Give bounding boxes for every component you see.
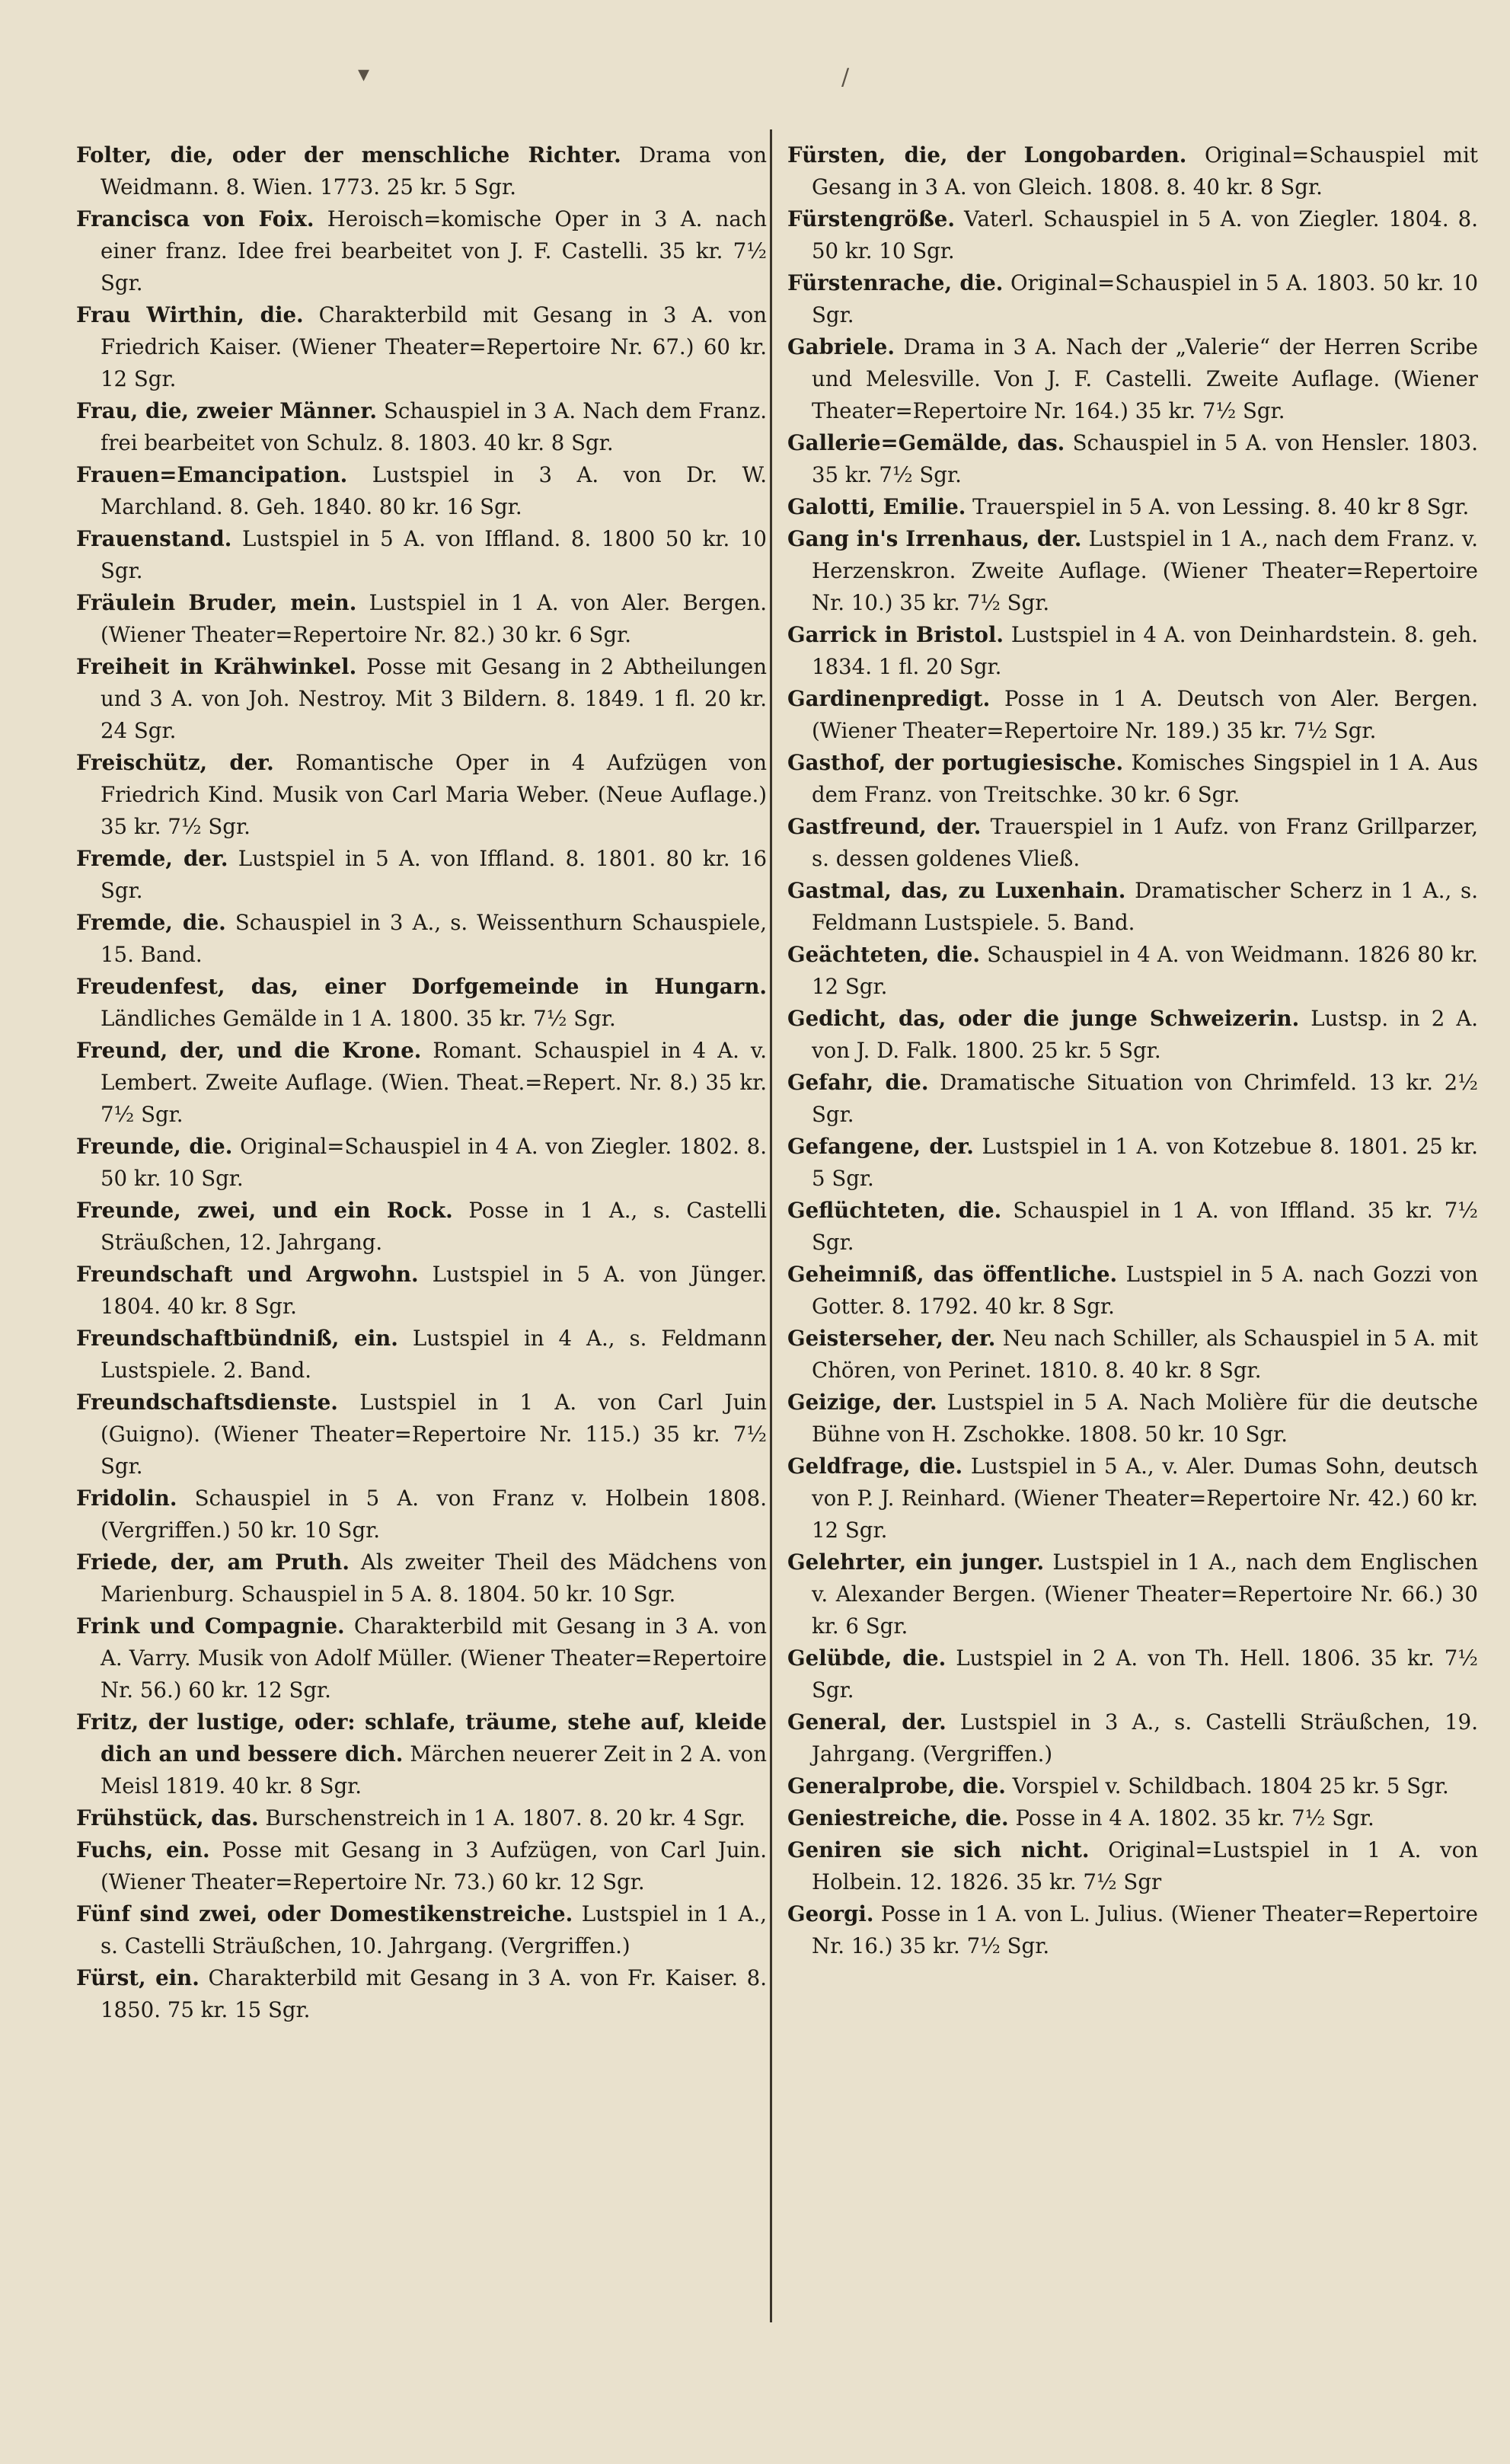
- entry-headword: Freundschaftbündniß, ein.: [76, 1326, 398, 1351]
- entry-description: Posse in 1 A., s. Castelli Sträußchen, 12. Jahrgang.: [101, 1198, 767, 1255]
- entry-description: Trauerspiel in 1 Aufz. von Franz Grillparzer, s. dessen goldenes Vließ.: [812, 814, 1478, 871]
- catalog-entry: [76, 1546, 767, 1610]
- entry-description: Schauspiel in 4 A. von Weidmann. 1826 80 kr. 12 Sgr.: [812, 942, 1478, 999]
- entry-headword: General, der.: [787, 1709, 947, 1735]
- entry-headword: Georgi.: [787, 1901, 874, 1926]
- catalog-entry: [76, 1483, 767, 1546]
- entry-description: Lustspiel in 1 A., nach dem Franz. v. Herzenskron. Zweite Auflage. (Wiener Theater=Repertoire Nr. 10.) 35 kr. 7½ Sgr.: [812, 526, 1478, 615]
- entry-headword: Freischütz, der.: [76, 750, 274, 775]
- entry-description: Ländliches Gemälde in 1 A. 1800. 35 kr. 7½ Sgr.: [101, 1006, 616, 1031]
- entry-description: Komisches Singspiel in 1 A. Aus dem Franz. von Treitschke. 30 kr. 6 Sgr.: [812, 750, 1478, 807]
- entry-description: Schauspiel in 5 A. von Hensler. 1803. 35 kr. 7½ Sgr.: [812, 430, 1478, 487]
- entry-headword: Fürst, ein.: [76, 1965, 200, 1990]
- entry-description: Lustspiel in 5 A. nach Gozzi von Gotter. 8. 1792. 40 kr. 8 Sgr.: [812, 1262, 1478, 1319]
- entry-headword: Geächteten, die.: [787, 942, 981, 967]
- right-column: [787, 139, 1478, 2317]
- entry-description: Lustspiel in 1 A., s. Castelli Sträußchen, 10. Jahrgang. (Vergriffen.): [101, 1901, 767, 1958]
- entry-headword: Fridolin.: [76, 1486, 177, 1511]
- entry-headword: Gelübde, die.: [787, 1645, 947, 1671]
- entry-headword: Fünf sind zwei, oder Domestikenstreiche.: [76, 1901, 573, 1926]
- catalog-entry: [76, 1259, 767, 1323]
- entry-description: Lustspiel in 5 A. von Iffland. 8. 1800 50 kr. 10 Sgr.: [101, 526, 767, 583]
- left-column: [76, 139, 767, 2317]
- entry-headword: Geflüchteten, die.: [787, 1198, 1002, 1223]
- entry-description: Posse in 1 A. von L. Julius. (Wiener Theater=Repertoire Nr. 16.) 35 kr. 7½ Sgr.: [812, 1901, 1478, 1958]
- catalog-entry: [787, 1706, 1478, 1770]
- entry-description: Lustspiel in 5 A. Nach Molière für die deutsche Bühne von H. Zschokke. 1808. 50 kr. 10 Sgr.: [812, 1390, 1478, 1447]
- entry-headword: Fräulein Bruder, mein.: [76, 590, 357, 615]
- entry-headword: Geniestreiche, die.: [787, 1805, 1009, 1830]
- catalog-entry: [76, 1035, 767, 1131]
- entry-description: Märchen neuerer Zeit in 2 A. von Meisl 1819. 40 kr. 8 Sgr.: [101, 1741, 767, 1799]
- catalog-entry: [787, 523, 1478, 619]
- catalog-entry: [787, 1451, 1478, 1546]
- catalog-entry: [76, 523, 767, 587]
- entry-description: Charakterbild mit Gesang in 3 A. von Fr. Kaiser. 8. 1850. 75 kr. 15 Sgr.: [101, 1965, 767, 2022]
- entry-headword: Fürstengröße.: [787, 206, 955, 231]
- entry-headword: Fremde, die.: [76, 910, 226, 935]
- entry-description: Posse in 1 A. Deutsch von Aler. Bergen. (Wiener Theater=Repertoire Nr. 189.) 35 kr. 7½ Sgr.: [812, 686, 1478, 743]
- entry-description: Vorspiel v. Schildbach. 1804 25 kr. 5 Sgr.: [1012, 1773, 1449, 1799]
- catalog-entry: [76, 459, 767, 523]
- entry-headword: Freiheit in Krähwinkel.: [76, 654, 357, 679]
- entry-headword: Gelehrter, ein junger.: [787, 1550, 1045, 1575]
- catalog-entry: [787, 1898, 1478, 1962]
- entry-headword: Francisca von Foix.: [76, 206, 314, 231]
- entry-description: Drama von Weidmann. 8. Wien. 1773. 25 kr. 5 Sgr.: [101, 142, 767, 199]
- catalog-entry: [787, 939, 1478, 1003]
- entry-headword: Garrick in Bristol.: [787, 622, 1004, 647]
- entry-description: Lustspiel in 1 A., nach dem Englischen v. Alexander Bergen. (Wiener Theater=Repertoire Nr. 66.) 30 kr. 6 Sgr.: [812, 1550, 1478, 1639]
- catalog-entry: [787, 1131, 1478, 1195]
- catalog-entry: [787, 331, 1478, 427]
- entry-headword: Gefahr, die.: [787, 1070, 929, 1095]
- entry-headword: Frauenstand.: [76, 526, 232, 551]
- entry-description: Posse in 4 A. 1802. 35 kr. 7½ Sgr.: [1015, 1805, 1374, 1830]
- entry-description: Schauspiel in 1 A. von Iffland. 35 kr. 7½ Sgr.: [812, 1198, 1478, 1255]
- entry-description: Lustspiel in 5 A. von Jünger. 1804. 40 kr. 8 Sgr.: [101, 1262, 767, 1319]
- catalog-entry: [787, 1387, 1478, 1451]
- entry-headword: Frau, die, zweier Männer.: [76, 398, 377, 423]
- catalog-entry: [76, 1706, 767, 1802]
- entry-description: Original=Schauspiel mit Gesang in 3 A. von Gleich. 1808. 8. 40 kr. 8 Sgr.: [812, 142, 1478, 199]
- entry-description: Posse mit Gesang in 2 Abtheilungen und 3 A. von Joh. Nestroy. Mit 3 Bildern. 8. 1849. 1 fl. 20 kr. 24 Sgr.: [101, 654, 767, 743]
- entry-description: Original=Lustspiel in 1 A. von Holbein. 12. 1826. 35 kr. 7½ Sgr: [812, 1837, 1478, 1894]
- entry-headword: Frauen=Emancipation.: [76, 462, 348, 487]
- entry-description: Drama in 3 A. Nach der „Valerie“ der Herren Scribe und Melesville. Von J. F. Castelli. Zweite Auflage. (Wiener Theater=Repertoire Nr. 164.) 35 kr. 7½ Sgr.: [812, 334, 1478, 423]
- catalog-entry: [76, 587, 767, 651]
- entry-headword: Freunde, zwei, und ein Rock.: [76, 1198, 453, 1223]
- entry-headword: Geizige, der.: [787, 1390, 937, 1415]
- entry-headword: Gastmal, das, zu Luxenhain.: [787, 878, 1126, 903]
- entry-description: Lustspiel in 4 A., s. Feldmann Lustspiele. 2. Band.: [101, 1326, 767, 1383]
- entry-description: Lustspiel in 1 A. von Aler. Bergen. (Wiener Theater=Repertoire Nr. 82.) 30 kr. 6 Sgr.: [101, 590, 767, 647]
- entry-headword: Gallerie=Gemälde, das.: [787, 430, 1065, 455]
- printer-mark: /: [841, 64, 850, 91]
- entry-headword: Geisterseher, der.: [787, 1326, 996, 1351]
- entry-description: Romantische Oper in 4 Aufzügen von Friedrich Kind. Musik von Carl Maria Weber. (Neue Auflage.) 35 kr. 7½ Sgr.: [101, 750, 767, 839]
- catalog-entry: [76, 1898, 767, 1962]
- entry-description: Als zweiter Theil des Mädchens von Marienburg. Schauspiel in 5 A. 8. 1804. 50 kr. 10 Sgr.: [101, 1550, 767, 1607]
- entry-headword: Geldfrage, die.: [787, 1454, 963, 1479]
- catalog-entry: [787, 747, 1478, 811]
- entry-headword: Friede, der, am Pruth.: [76, 1550, 350, 1575]
- catalog-entry: [787, 1642, 1478, 1706]
- entry-description: Original=Schauspiel in 4 A. von Ziegler. 1802. 8. 50 kr. 10 Sgr.: [101, 1134, 767, 1191]
- entry-description: Schauspiel in 5 A. von Franz v. Holbein 1808. (Vergriffen.) 50 kr. 10 Sgr.: [101, 1486, 767, 1543]
- entry-description: Dramatische Situation von Chrimfeld. 13 kr. 2½ Sgr.: [812, 1070, 1478, 1127]
- entry-headword: Gabriele.: [787, 334, 895, 359]
- catalog-entry: [76, 1610, 767, 1706]
- entry-headword: Generalprobe, die.: [787, 1773, 1006, 1799]
- entry-headword: Gasthof, der portugiesische.: [787, 750, 1124, 775]
- entry-headword: Freundschaftsdienste.: [76, 1390, 338, 1415]
- catalog-entry: [76, 139, 767, 203]
- catalog-entry: [76, 299, 767, 395]
- entry-headword: Frink und Compagnie.: [76, 1613, 345, 1639]
- catalog-entry: [76, 1834, 767, 1898]
- entry-headword: Freundschaft und Argwohn.: [76, 1262, 419, 1287]
- catalog-entry: [787, 491, 1478, 523]
- entry-description: Romant. Schauspiel in 4 A. v. Lembert. Zweite Auflage. (Wien. Theat.=Repert. Nr. 8.) 35 kr. 7½ Sgr.: [101, 1038, 767, 1127]
- catalog-entry: [76, 1802, 767, 1834]
- entry-description: Charakterbild mit Gesang in 3 A. von Friedrich Kaiser. (Wiener Theater=Repertoire Nr. 67.) 60 kr. 12 Sgr.: [101, 302, 767, 391]
- entry-headword: Fuchs, ein.: [76, 1837, 210, 1862]
- catalog-entry: [787, 811, 1478, 875]
- entry-description: Original=Schauspiel in 5 A. 1803. 50 kr. 10 Sgr.: [812, 270, 1478, 327]
- catalog-entry: [787, 1546, 1478, 1642]
- entry-headword: Geniren sie sich nicht.: [787, 1837, 1090, 1862]
- entry-description: Lustspiel in 1 A. von Kotzebue 8. 1801. 25 kr. 5 Sgr.: [812, 1134, 1478, 1191]
- entry-headword: Freudenfest, das, einer Dorfgemeinde in Hungarn.: [76, 974, 767, 999]
- catalog-entry: [76, 1387, 767, 1483]
- catalog-entry: [76, 1195, 767, 1259]
- entry-description: Lustspiel in 3 A., s. Castelli Sträußchen, 19. Jahrgang. (Vergriffen.): [812, 1709, 1478, 1767]
- catalog-entry: [787, 1323, 1478, 1387]
- catalog-entry: [787, 619, 1478, 683]
- printer-mark: ▾: [358, 61, 370, 88]
- entry-headword: Fremde, der.: [76, 846, 228, 871]
- catalog-entry: [787, 1259, 1478, 1323]
- catalog-entry: [787, 1195, 1478, 1259]
- catalog-entry: [787, 427, 1478, 491]
- catalog-entry: [787, 1067, 1478, 1131]
- catalog-entry: [787, 1834, 1478, 1898]
- entry-description: Vaterl. Schauspiel in 5 A. von Ziegler. 1804. 8. 50 kr. 10 Sgr.: [812, 206, 1478, 263]
- catalog-entry: [76, 1962, 767, 2026]
- catalog-entry: [787, 683, 1478, 747]
- catalog-entry: [787, 139, 1478, 203]
- catalog-entry: [76, 971, 767, 1035]
- entry-headword: Gedicht, das, oder die junge Schweizerin.: [787, 1006, 1300, 1031]
- entry-headword: Fürstenrache, die.: [787, 270, 1004, 295]
- catalog-entry: [787, 267, 1478, 331]
- catalog-entry: [787, 1802, 1478, 1834]
- entry-headword: Freund, der, und die Krone.: [76, 1038, 422, 1063]
- entry-description: Trauerspiel in 5 A. von Lessing. 8. 40 kr 8 Sgr.: [972, 494, 1470, 519]
- entry-headword: Geheimniß, das öffentliche.: [787, 1262, 1118, 1287]
- column-divider: [770, 129, 772, 2322]
- entry-headword: Fritz, der lustige, oder: schlafe, träume, stehe auf, kleide dich an und bessere dich.: [76, 1709, 767, 1767]
- entry-headword: Fürsten, die, der Longobarden.: [787, 142, 1187, 168]
- entry-headword: Folter, die, oder der menschliche Richter.: [76, 142, 621, 168]
- catalog-entry: [787, 875, 1478, 939]
- entry-description: Burschenstreich in 1 A. 1807. 8. 20 kr. 4 Sgr.: [265, 1805, 745, 1830]
- entry-headword: Gastfreund, der.: [787, 814, 982, 839]
- catalog-entry: [76, 747, 767, 843]
- catalog-entry: [787, 1770, 1478, 1802]
- entry-headword: Frühstück, das.: [76, 1805, 259, 1830]
- entry-description: Schauspiel in 3 A., s. Weissenthurn Schauspiele, 15. Band.: [101, 910, 767, 967]
- entry-headword: Gefangene, der.: [787, 1134, 974, 1159]
- entry-description: Lustspiel in 4 A. von Deinhardstein. 8. geh. 1834. 1 fl. 20 Sgr.: [812, 622, 1478, 679]
- entry-description: Lustsp. in 2 A. von J. D. Falk. 1800. 25 kr. 5 Sgr.: [812, 1006, 1478, 1063]
- entry-headword: Freunde, die.: [76, 1134, 233, 1159]
- catalog-entry: [76, 395, 767, 459]
- entry-headword: Galotti, Emilie.: [787, 494, 966, 519]
- entry-description: Charakterbild mit Gesang in 3 A. von A. Varry. Musik von Adolf Müller. (Wiener Theater=Repertoire Nr. 56.) 60 kr. 12 Sgr.: [101, 1613, 767, 1703]
- catalog-entry: [76, 1131, 767, 1195]
- catalog-entry: [76, 203, 767, 299]
- catalog-entry: [76, 1323, 767, 1387]
- catalog-entry: [76, 843, 767, 907]
- catalog-entry: [787, 1003, 1478, 1067]
- entry-description: Lustspiel in 3 A. von Dr. W. Marchland. 8. Geh. 1840. 80 kr. 16 Sgr.: [101, 462, 767, 519]
- entry-headword: Gang in's Irrenhaus, der.: [787, 526, 1082, 551]
- entry-description: Lustspiel in 1 A. von Carl Juin (Guigno). (Wiener Theater=Repertoire Nr. 115.) 35 kr. 7½ Sgr.: [101, 1390, 767, 1479]
- catalog-entry: [76, 651, 767, 747]
- entry-description: Dramatischer Scherz in 1 A., s. Feldmann Lustspiele. 5. Band.: [812, 878, 1478, 935]
- entry-headword: Frau Wirthin, die.: [76, 302, 304, 327]
- entry-description: Posse mit Gesang in 3 Aufzügen, von Carl Juin. (Wiener Theater=Repertoire Nr. 73.) 60 kr. 12 Sgr.: [101, 1837, 767, 1894]
- entry-description: Lustspiel in 5 A. von Iffland. 8. 1801. 80 kr. 16 Sgr.: [101, 846, 767, 903]
- entry-description: Neu nach Schiller, als Schauspiel in 5 A. mit Chören, von Perinet. 1810. 8. 40 kr. 8 Sgr.: [812, 1326, 1478, 1383]
- entry-headword: Gardinenpredigt.: [787, 686, 991, 711]
- entry-description: Schauspiel in 3 A. Nach dem Franz. frei bearbeitet von Schulz. 8. 1803. 40 kr. 8 Sgr.: [101, 398, 767, 455]
- entry-description: Heroisch=komische Oper in 3 A. nach einer franz. Idee frei bearbeitet von J. F. Castelli. 35 kr. 7½ Sgr.: [101, 206, 767, 295]
- catalog-entry: [76, 907, 767, 971]
- catalog-entry: [787, 203, 1478, 267]
- entry-description: Lustspiel in 2 A. von Th. Hell. 1806. 35 kr. 7½ Sgr.: [812, 1645, 1478, 1703]
- entry-description: Lustspiel in 5 A., v. Aler. Dumas Sohn, deutsch von P. J. Reinhard. (Wiener Theater=Repertoire Nr. 42.) 60 kr. 12 Sgr.: [812, 1454, 1478, 1543]
